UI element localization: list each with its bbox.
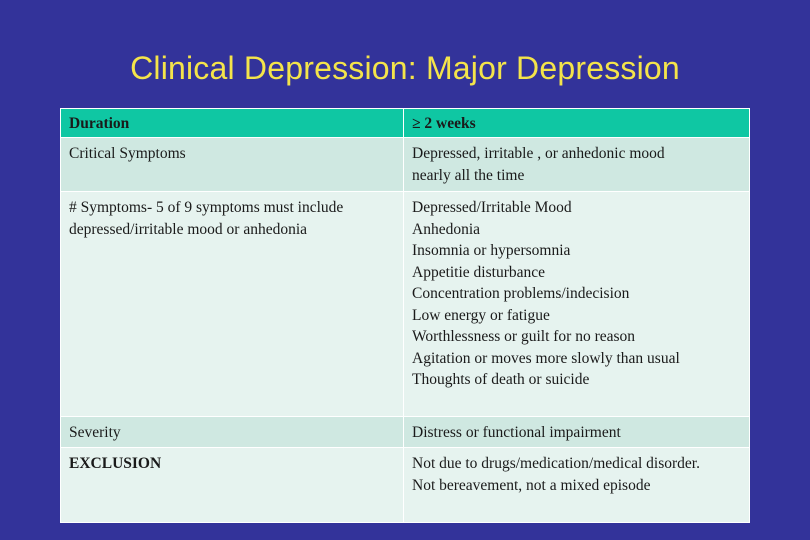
symptom-item: Depressed/Irritable Mood: [412, 199, 572, 216]
symptom-count-line: depressed/irritable mood or anhedonia: [69, 220, 308, 238]
critical-symptoms-line: nearly all the time: [412, 166, 525, 184]
exclusion-line: Not bereavement, not a mixed episode: [412, 476, 651, 494]
duration-value: ≥ 2 weeks: [412, 115, 476, 132]
symptom-item: Worthlessness or guilt for no reason: [412, 328, 636, 345]
table-header-row: [61, 109, 749, 138]
table-row-symptom-count: [61, 192, 749, 417]
table-row-critical-symptoms: [61, 138, 749, 192]
symptom-item: Agitation or moves more slowly than usual: [412, 349, 680, 367]
symptom-item: Anhedonia: [412, 220, 481, 238]
duration-label: Duration: [61, 109, 404, 137]
table-row-severity: [61, 417, 749, 448]
severity-label: Severity: [61, 417, 404, 447]
symptom-list: [404, 192, 749, 416]
symptom-item: Low energy or fatigue: [412, 306, 550, 324]
severity-value: Distress or functional impairment: [412, 424, 621, 441]
critical-symptoms-value: [404, 138, 749, 191]
criteria-table: [60, 108, 750, 523]
exclusion-label: EXCLUSION: [61, 448, 404, 522]
table-row-exclusion: [61, 448, 749, 522]
symptom-item: Appetitie disturbance: [412, 263, 545, 281]
symptom-count-label: [61, 192, 404, 416]
slide-title: Clinical Depression: Major Depression: [130, 50, 680, 86]
symptom-item: Insomnia or hypersomnia: [412, 242, 571, 259]
critical-symptoms-label: Critical Symptoms: [61, 138, 404, 191]
exclusion-line: Not due to drugs/medication/medical disorder.: [412, 455, 700, 472]
symptom-item: Concentration problems/indecision: [412, 285, 630, 302]
critical-symptoms-line: Depressed, irritable , or anhedonic mood: [412, 145, 665, 162]
exclusion-value: [404, 448, 749, 522]
symptom-count-line: # Symptoms- 5 of 9 symptoms must include: [69, 199, 344, 216]
symptom-item: Thoughts of death or suicide: [412, 371, 590, 388]
